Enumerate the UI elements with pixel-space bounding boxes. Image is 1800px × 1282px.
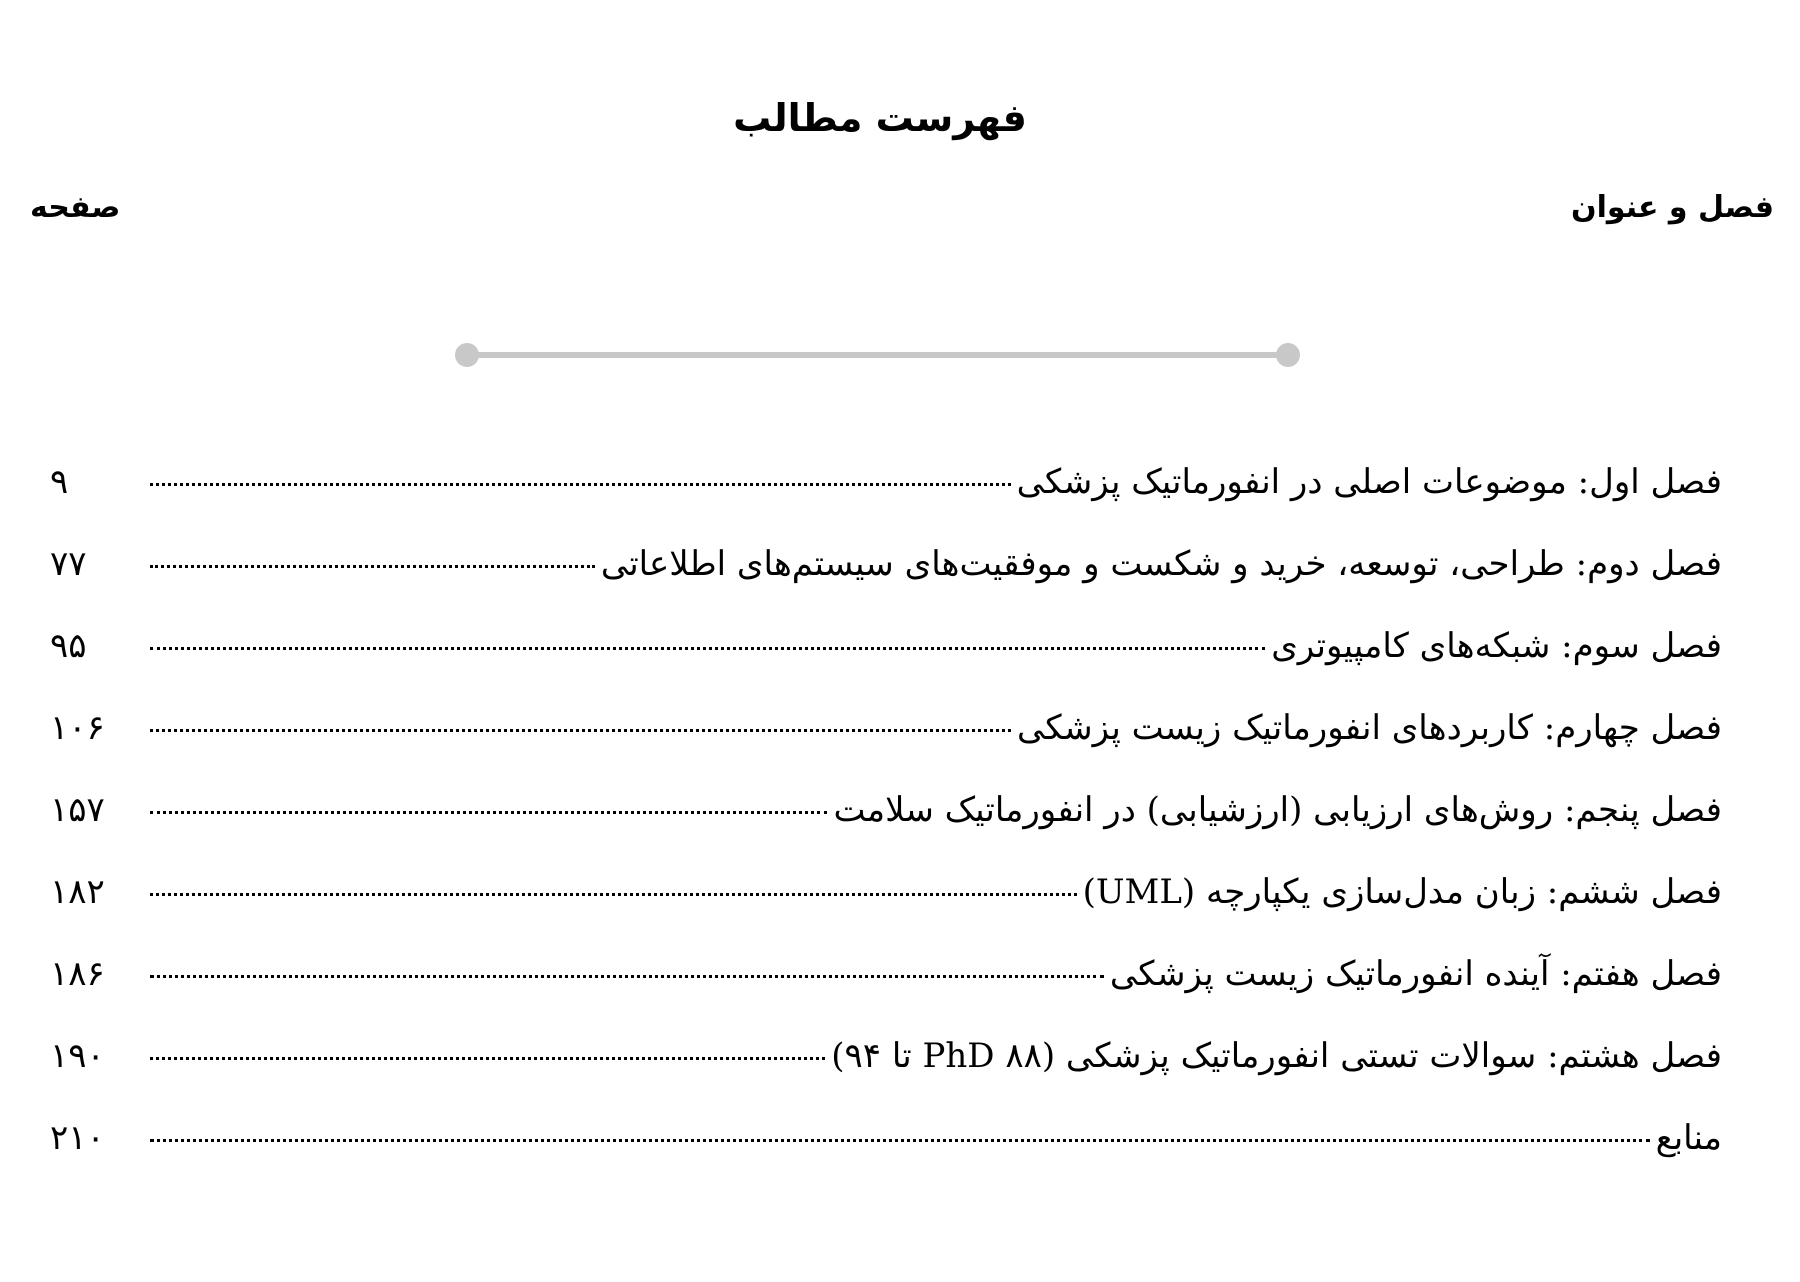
- toc-entry-page: ۹: [50, 462, 69, 502]
- toc-entry-page: ۷۷: [50, 544, 87, 584]
- toc-entry-page: ۱۸۲: [50, 872, 105, 912]
- toc-entry-title: فصل پنجم: روش‌های ارزیابی (ارزشیابی) در انفورماتیک سلامت: [833, 790, 1722, 830]
- toc-dot-leader: [150, 1139, 1650, 1142]
- toc-entry-chapter-6[interactable]: [50, 872, 1722, 954]
- divider-end-dot-right: [1276, 343, 1300, 367]
- toc-entry-page: ۲۱۰: [50, 1118, 105, 1158]
- toc-entry-page: ۱۵۷: [50, 790, 105, 830]
- toc-entry-title: فصل ششم: زبان مدل‌سازی یکپارچه (UML): [1082, 872, 1722, 912]
- toc-entry-title: فصل هفتم: آینده انفورماتیک زیست پزشکی: [1109, 954, 1722, 994]
- decorative-divider: [455, 343, 1300, 367]
- toc-dot-leader: [150, 729, 1011, 732]
- toc-dot-leader: [150, 975, 1104, 978]
- table-of-contents: [50, 462, 1722, 1200]
- divider-line: [467, 352, 1288, 358]
- toc-entry-title: فصل هشتم: سوالات تستی انفورماتیک پزشکی (PhD ۸۸ تا ۹۴): [831, 1036, 1722, 1076]
- toc-entry-title: فصل دوم: طراحی، توسعه، خرید و شکست و موفقیت‌های سیستم‌های اطلاعاتی: [600, 544, 1722, 584]
- toc-dot-leader: [150, 893, 1077, 896]
- toc-entry-title: فصل چهارم: کاربردهای انفورماتیک زیست پزشکی: [1017, 708, 1722, 748]
- toc-dot-leader: [150, 811, 827, 814]
- toc-entry-title: فصل سوم: شبکه‌های کامپیوتری: [1271, 626, 1722, 666]
- toc-entry-chapter-3[interactable]: [50, 626, 1722, 708]
- toc-entry-chapter-8[interactable]: [50, 1036, 1722, 1118]
- divider-end-dot-left: [455, 343, 479, 367]
- chapter-title-header: فصل و عنوان: [1571, 190, 1774, 225]
- page-number-header: صفحه: [30, 190, 121, 225]
- toc-entry-references[interactable]: [50, 1118, 1722, 1200]
- toc-dot-leader: [150, 1057, 825, 1060]
- toc-dot-leader: [150, 565, 595, 568]
- toc-dot-leader: [150, 647, 1265, 650]
- toc-entry-page: ۱۰۶: [50, 708, 105, 748]
- toc-entry-chapter-7[interactable]: [50, 954, 1722, 1036]
- toc-dot-leader: [150, 483, 1011, 486]
- toc-entry-title: فصل اول: موضوعات اصلی در انفورماتیک پزشکی: [1016, 462, 1722, 502]
- toc-entry-chapter-4[interactable]: [50, 708, 1722, 790]
- toc-entry-page: ۱۹۰: [50, 1036, 105, 1076]
- toc-entry-chapter-2[interactable]: [50, 544, 1722, 626]
- toc-entry-title: منابع: [1655, 1118, 1722, 1158]
- toc-entry-page: ۱۸۶: [50, 954, 105, 994]
- toc-entry-chapter-5[interactable]: [50, 790, 1722, 872]
- toc-entry-page: ۹۵: [50, 626, 87, 666]
- toc-entry-chapter-1[interactable]: [50, 462, 1722, 544]
- page-title: فهرست مطالب: [733, 96, 1027, 140]
